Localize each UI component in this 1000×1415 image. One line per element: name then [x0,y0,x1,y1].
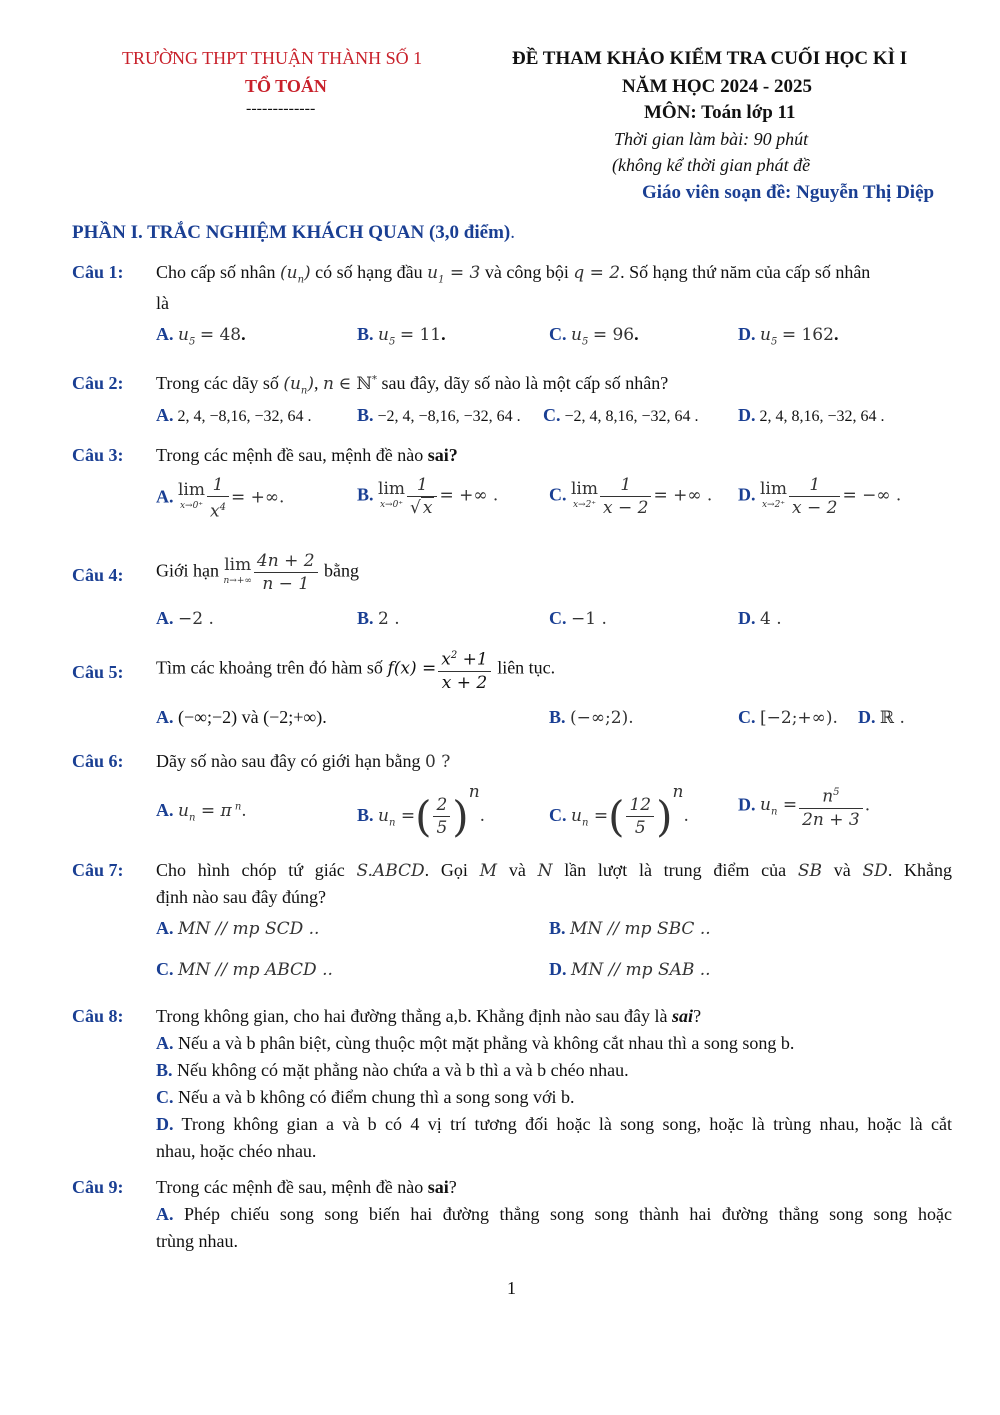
part1-title [72,222,515,244]
q9-option-a[interactable] [156,1204,952,1225]
q9-a-value-1: Phép chiếu song song biến hai đường thẳng song song thành hai đường thẳng song song hoặc [183,1204,953,1224]
q9-stem: Trong các mệnh đề sau, mệnh đề nào sai? [156,1177,457,1197]
q3-option-d[interactable]: D. lim x→2⁺ $\frac{1}{x - 2}$ = −∞ . [738,475,902,518]
q1-option-b[interactable]: B. $u_5 = 11$. [357,324,446,348]
q7-d-label: D. [549,959,567,979]
q9-a-label: A. [156,1204,174,1224]
q2-option-b[interactable] [357,405,521,426]
q4-label: Câu 4: [72,565,124,585]
q8-option-c[interactable] [156,1087,574,1108]
q1-seq: $(u_n)$ [279,263,311,286]
q4-t2: bằng [324,560,360,581]
q7-option-c[interactable] [156,959,333,980]
q8-option-b[interactable] [156,1060,629,1081]
q3-stem [156,445,458,466]
school-year: NĂM HỌC 2024 - 2025 [622,76,812,97]
q7-t5: và [508,860,526,880]
q2-b-value: −2, 4, −8,16, −32, 64 . [377,408,521,425]
q2-b-label: B. [357,405,374,425]
q6-option-a[interactable]: A. $u_n = \pi$ $^n$. [156,800,247,824]
q3-option-b[interactable]: B. lim x→0⁺ $\frac{1}{√ x}$ = +∞ . [357,475,499,518]
q8-option-d[interactable] [156,1114,952,1135]
q5-t1: Tìm các khoảng trên đó hàm số [156,657,383,678]
q4-c-label: C. [549,608,567,628]
q9-option-a-cont: trùng nhau. [156,1231,238,1251]
q1-label: Câu 1: [72,262,124,282]
q5-option-d[interactable] [858,707,905,728]
q6-a-label: A. [156,800,174,820]
q7-stem-2: định nào sau đây đúng? [156,887,326,907]
q5-stem: Tìm các khoảng trên đó hàm số f(x) = $\frac{x^2 +1}{x + 2}$ liên tục. [156,645,555,694]
q8-label: Câu 8: [72,1006,124,1026]
q5-label: Câu 5: [72,662,124,682]
q3-d-label: D. [738,484,756,505]
q7-t6: N [537,861,553,881]
q7-t9: và [833,860,851,880]
q8-t1: Trong không gian, cho hai đường thẳng a,b. Khẳng định nào sau đây là [156,1006,668,1026]
q8-d-label: D. [156,1114,174,1134]
q1-stem [156,262,870,285]
q6-option-c[interactable]: C. $u_n$ =( $\frac{12}{5}$ )$^n$. [549,782,689,841]
q7-t3: . Gọi [424,860,468,880]
q2-seq: $(u_n)$ [283,374,315,397]
q7-t7: lần lượt là trung điểm của [564,860,787,880]
q4-t1: Giới hạn [156,560,220,581]
q5-d-label: D. [858,707,876,727]
q7-b-label: B. [549,918,566,938]
department-name: TỔ TOÁN [245,76,327,96]
q6-label: Câu 6: [72,751,124,771]
q9-t1: Trong các mệnh đề sau, mệnh đề nào [156,1177,424,1197]
q2-option-c[interactable] [543,405,699,426]
q7-c-value: MN // mp ABCD .. [178,960,333,980]
q5-b-label: B. [549,707,566,727]
q1-b-value: = 11 [399,325,442,345]
q1-t3: và công bội [484,262,569,282]
q4-b-label: B. [357,608,374,628]
q1-option-d[interactable]: D. $u_5 = 162$. [738,324,839,348]
q4-option-b[interactable] [357,608,400,629]
q5-c-label: C. [738,707,756,727]
q7-option-b[interactable] [549,918,711,939]
q2-domain: n [323,374,334,394]
q4-option-a[interactable] [156,608,214,629]
q2-t2: sau đây, dãy số nào là một cấp số nhân? [381,373,669,393]
q7-t4: M [479,861,498,881]
q9-t2: sai [427,1177,449,1197]
q1-option-a[interactable]: A. $u_5 = 48$. [156,324,246,348]
q1-t1: Cho cấp số nhân [156,262,276,282]
teacher-credit: Giáo viên soạn đề: Nguyễn Thị Diệp [642,182,935,203]
q5-function: f(x) = [387,658,437,679]
q4-option-d[interactable] [738,608,782,629]
q4-a-label: A. [156,608,174,628]
q3-t2: sai? [427,445,458,465]
q6-t1: Dãy số nào sau đây có giới hạn bằng [156,751,421,771]
q3-option-a[interactable]: A. lim x→0⁺ $\frac{1}{x^4}$ = +∞. [156,475,285,522]
q5-a-value: (−∞;−2) và (−2;+∞). [178,707,327,727]
q8-b-label: B. [156,1060,173,1080]
q5-option-c[interactable] [738,707,838,728]
q8-d-value-1: Trong không gian a và b có 4 vị trí tương đối hoặc là song song, hoặc là trùng nhau, hoặc là cắt [181,1114,952,1134]
q1-d-label: D. [738,324,756,344]
subject-line: MÔN: Toán lớp 11 [644,102,796,123]
q1-c-label: C. [549,324,567,344]
q6-b-label: B. [357,805,374,825]
q7-c-label: C. [156,959,174,979]
q5-b-value: (−∞;2). [570,708,634,728]
q3-label: Câu 3: [72,445,124,465]
q8-a-label: A. [156,1033,174,1053]
q5-d-value: ℝ . [880,708,905,728]
q1-a-value: = 48 [199,325,242,345]
q7-a-label: A. [156,918,174,938]
q2-c-value: −2, 4, 8,16, −32, 64 . [564,408,699,425]
q7-t11: . Khẳng [887,860,953,880]
q8-option-d-cont: nhau, hoặc chéo nhau. [156,1141,317,1161]
q2-t1: Trong các dãy số [156,373,279,393]
q6-d-label: D. [738,794,756,815]
q1-ratio: q = 2 [573,263,621,283]
q7-t10: SD [862,861,888,881]
q1-first: $u_1 = 3$ [427,263,481,286]
q6-c-label: C. [549,805,567,825]
q9-label: Câu 9: [72,1177,124,1197]
q8-stem: Trong không gian, cho hai đường thẳng a,b. Khẳng định nào sau đây là sai? [156,1006,702,1026]
q7-t1: Cho hình chóp tứ giác [156,860,345,880]
q3-c-label: C. [549,484,567,505]
q6-option-d[interactable]: D. $u_n$ = $\frac{n^5}{2n + 3}$ . [738,782,870,831]
q2-stem: Trong các dãy số $(u_n)$, n ∈ ℕ* sau đây, dãy số nào là một cấp số nhân? [156,373,669,397]
q7-option-d[interactable] [549,959,711,980]
q4-b-value: 2 . [378,609,400,629]
q8-option-a[interactable] [156,1033,794,1054]
q7-d-value: MN // mp SAB .. [571,960,711,980]
exam-title: ĐỀ THAM KHẢO KIỂM TRA CUỐI HỌC KÌ I [512,48,908,69]
q6-option-b[interactable]: B. $u_n$ =( $\frac{2}{5}$ )$^n$. [357,782,486,841]
q7-b-value: MN // mp SBC .. [570,919,711,939]
q3-t1: Trong các mệnh đề sau, mệnh đề nào [156,445,424,465]
q4-d-value: 4 . [760,609,782,629]
q1-t2: có số hạng đầu [315,262,423,282]
q3-option-c[interactable]: C. lim x→2⁺ $\frac{1}{x - 2}$ = +∞ . [549,475,713,518]
q8-c-label: C. [156,1087,174,1107]
q7-option-a[interactable] [156,918,319,939]
school-name: TRƯỜNG THPT THUẬN THÀNH SỐ 1 [122,48,423,68]
q1-stem-2: là [156,293,169,313]
q5-option-b[interactable] [549,707,634,728]
page-number: 1 [507,1278,516,1298]
q7-t2: S.ABCD [356,861,425,881]
q8-t2: sai [672,1006,694,1026]
q4-c-value: −1 . [571,609,607,629]
q6-t2: 0 ? [424,752,451,772]
q4-a-value: −2 . [178,609,214,629]
q1-d-value: = 162 [781,325,834,345]
q1-option-c[interactable]: C. $u_5 = 96$. [549,324,639,348]
q8-c-value: Nếu a và b không có điểm chung thì a song song với b. [178,1087,575,1107]
q1-b-label: B. [357,324,374,344]
q7-label: Câu 7: [72,860,124,880]
q7-t8: SB [797,861,823,881]
q4-stem: Giới hạn lim n→+∞ $\frac{4n + 2}{n - 1}$ bằng [156,551,360,594]
q4-d-label: D. [738,608,756,628]
q7-a-value: MN // mp SCD .. [178,919,320,939]
exam-duration: Thời gian làm bài: 90 phút [614,129,809,149]
q2-c-label: C. [543,405,561,425]
q2-a-value: 2, 4, −8,16, −32, 64 . [177,408,312,425]
q2-label: Câu 2: [72,373,124,393]
q5-c-value: [−2;+∞). [760,708,838,728]
q5-a-label: A. [156,707,174,727]
q1-c-value: = 96 [592,325,635,345]
q3-b-label: B. [357,484,374,505]
q7-stem [156,860,952,881]
part1-title-end: . [510,222,515,243]
q2-d-label: D. [738,405,756,425]
header-divider: ------------- [246,100,316,117]
q1-a-label: A. [156,324,174,344]
q8-b-value: Nếu không có mặt phẳng nào chứa a và b thì a và b chéo nhau. [177,1060,629,1080]
q5-t2: liên tục. [497,657,556,678]
q3-a-label: A. [156,486,174,507]
q6-stem [156,751,450,772]
exam-note: (không kể thời gian phát đề [612,155,811,175]
q8-a-value: Nếu a và b phân biệt, cùng thuộc một mặt phẳng và không cắt nhau thì a song song b. [178,1033,795,1053]
q2-option-a[interactable] [156,405,312,426]
q2-d-value: 2, 4, 8,16, −32, 64 . [759,408,885,425]
q2-option-d[interactable] [738,405,885,426]
q1-t4: . Số hạng thứ năm của cấp số nhân [620,262,871,282]
q5-option-a[interactable] [156,707,327,728]
part1-title-text: PHẦN I. TRẮC NGHIỆM KHÁCH QUAN (3,0 điểm) [72,222,511,243]
q2-a-label: A. [156,405,174,425]
q4-option-c[interactable] [549,608,607,629]
